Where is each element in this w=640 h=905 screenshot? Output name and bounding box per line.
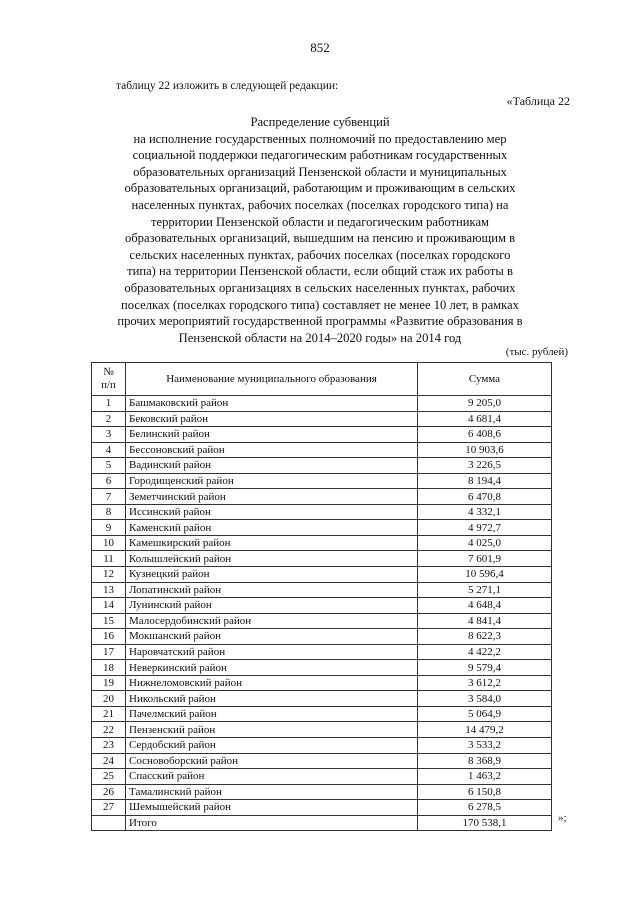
- cell-sum: 4 972,7: [418, 520, 552, 536]
- table-row: [92, 598, 552, 614]
- table-reference: «Таблица 22: [506, 94, 570, 108]
- cell-sum: 8 194,4: [418, 473, 552, 489]
- cell-name: Иссинский район: [126, 504, 418, 520]
- cell-sum: 8 622,3: [418, 629, 552, 645]
- cell-sum: 4 681,4: [418, 411, 552, 427]
- cell-name: Тамалинский район: [126, 784, 418, 800]
- cell-name: Вадинский район: [126, 458, 418, 474]
- cell-number: 22: [92, 722, 126, 738]
- cell-sum: 10 903,6: [418, 442, 552, 458]
- cell-number: 6: [92, 473, 126, 489]
- cell-number: 13: [92, 582, 126, 598]
- cell-number: 14: [92, 598, 126, 614]
- header-number-line2: п/п: [101, 379, 116, 391]
- heading-line: типа) на территории Пензенской области, если общий стаж их работы в: [127, 264, 513, 279]
- cell-number: 18: [92, 660, 126, 676]
- cell-number: 17: [92, 644, 126, 660]
- cell-name: Неверкинский район: [126, 660, 418, 676]
- cell-number: 23: [92, 738, 126, 754]
- table-row: [92, 535, 552, 551]
- table-row: [92, 691, 552, 707]
- cell-number: 24: [92, 753, 126, 769]
- cell-sum: 3 226,5: [418, 458, 552, 474]
- cell-number: 25: [92, 769, 126, 785]
- cell-number: 9: [92, 520, 126, 536]
- cell-name: Каменский район: [126, 520, 418, 536]
- heading-line: образовательных организаций, работающим и проживающим в сельских: [124, 181, 516, 196]
- cell-sum: 3 533,2: [418, 738, 552, 754]
- table-row: [92, 582, 552, 598]
- cell-number: 11: [92, 551, 126, 567]
- heading-line: социальной поддержки педагогическим работникам государственных: [132, 148, 508, 163]
- cell-name: Никольский район: [126, 691, 418, 707]
- table-row: [92, 660, 552, 676]
- cell-number: 7: [92, 489, 126, 505]
- cell-number: 21: [92, 706, 126, 722]
- heading-line: территории Пензенской области и педагогическим работникам: [150, 214, 489, 229]
- cell-sum: 7 601,9: [418, 551, 552, 567]
- table-row: [92, 738, 552, 754]
- heading-line: Пензенской области на 2014–2020 годы» на 2014 год: [178, 330, 462, 345]
- heading-line: образовательных организациях в сельских населенных пунктах, рабочих: [124, 280, 516, 295]
- cell-number: 3: [92, 427, 126, 443]
- cell-number: 16: [92, 629, 126, 645]
- closing-mark: »;: [558, 812, 567, 824]
- cell-name: Пачелмский район: [126, 706, 418, 722]
- cell-sum: 5 064,9: [418, 706, 552, 722]
- heading-line: на исполнение государственных полномочий по предоставлению мер: [133, 131, 507, 146]
- cell-sum: 6 408,6: [418, 427, 552, 443]
- cell-name: Кузнецкий район: [126, 567, 418, 583]
- cell-name: Сосновоборский район: [126, 753, 418, 769]
- cell-name: Бессоновский район: [126, 442, 418, 458]
- cell-name: Спасский район: [126, 769, 418, 785]
- table-row: [92, 675, 552, 691]
- cell-name: Лопатинский район: [126, 582, 418, 598]
- total-label: Итого: [126, 815, 418, 831]
- table-row: [92, 784, 552, 800]
- table-row: [92, 442, 552, 458]
- units-label: (тыс. рублей): [505, 346, 568, 358]
- table-row: [92, 396, 552, 412]
- cell-name: Мокшанский район: [126, 629, 418, 645]
- cell-sum: 4 648,4: [418, 598, 552, 614]
- heading-line: сельских населенных пунктах, рабочих поселках (поселках городского: [129, 247, 511, 262]
- table-row: [92, 489, 552, 505]
- cell-name: Городищенский район: [126, 473, 418, 489]
- cell-sum: 4 332,1: [418, 504, 552, 520]
- heading-line: прочих мероприятий государственной программы «Развитие образования в: [117, 314, 523, 329]
- table-row: [92, 504, 552, 520]
- table-row: [92, 551, 552, 567]
- cell-sum: 6 470,8: [418, 489, 552, 505]
- cell-name: Земетчинский район: [126, 489, 418, 505]
- cell-number: 20: [92, 691, 126, 707]
- table-row: [92, 520, 552, 536]
- cell-sum: 4 422,2: [418, 644, 552, 660]
- cell-number: 19: [92, 675, 126, 691]
- cell-sum: 5 271,1: [418, 582, 552, 598]
- heading-line: образовательных организаций, вышедшим на пенсию и проживающим в: [124, 231, 516, 246]
- table-header-row: [92, 363, 552, 396]
- cell-sum: 10 596,4: [418, 567, 552, 583]
- cell-number: 1: [92, 396, 126, 412]
- table-row: [92, 473, 552, 489]
- header-name: Наименование муниципального образования: [126, 363, 418, 396]
- cell-name: Башмаковский район: [126, 396, 418, 412]
- cell-number: 27: [92, 800, 126, 816]
- heading-line: поселках (поселках городского типа) составляет не менее 10 лет, в рамках: [121, 297, 519, 312]
- table-row: [92, 800, 552, 816]
- table-row: [92, 769, 552, 785]
- document-heading: [70, 114, 570, 346]
- cell-sum: 4 841,4: [418, 613, 552, 629]
- cell-name: Камешкирский район: [126, 535, 418, 551]
- cell-number: 26: [92, 784, 126, 800]
- cell-sum: 3 584,0: [418, 691, 552, 707]
- cell-name: Сердобский район: [126, 738, 418, 754]
- cell-sum: 9 579,4: [418, 660, 552, 676]
- heading-line: образовательных организаций Пензенской области и муниципальных: [133, 164, 507, 179]
- cell-number: 10: [92, 535, 126, 551]
- table-total-row: [92, 815, 552, 831]
- header-number: [92, 363, 126, 396]
- heading-line: населенных пунктах, рабочих поселках (поселках городского типа) на: [131, 197, 509, 212]
- page-number: 852: [310, 40, 330, 55]
- header-sum: Сумма: [418, 363, 552, 396]
- table-row: [92, 706, 552, 722]
- cell-name: Бековский район: [126, 411, 418, 427]
- intro-text: таблицу 22 изложить в следующей редакции:: [116, 80, 339, 92]
- cell-number: 5: [92, 458, 126, 474]
- table-row: [92, 567, 552, 583]
- cell-name: Пензенский район: [126, 722, 418, 738]
- cell-name: Шемышейский район: [126, 800, 418, 816]
- cell-number: 4: [92, 442, 126, 458]
- cell-number: 8: [92, 504, 126, 520]
- cell-sum: 6 150,8: [418, 784, 552, 800]
- table-row: [92, 753, 552, 769]
- heading-body: [70, 131, 570, 347]
- table-row: [92, 613, 552, 629]
- table-row: [92, 427, 552, 443]
- cell-number-empty: [92, 815, 126, 831]
- cell-sum: 3 612,2: [418, 675, 552, 691]
- cell-name: Малосердобинский район: [126, 613, 418, 629]
- distribution-table: [91, 362, 552, 831]
- cell-sum: 1 463,2: [418, 769, 552, 785]
- table-row: [92, 629, 552, 645]
- cell-sum: 9 205,0: [418, 396, 552, 412]
- table-row: [92, 722, 552, 738]
- cell-number: 12: [92, 567, 126, 583]
- table-body: [92, 396, 552, 831]
- cell-sum: 6 278,5: [418, 800, 552, 816]
- cell-sum: 14 479,2: [418, 722, 552, 738]
- heading-title: Распределение субвенций: [250, 115, 390, 129]
- cell-sum: 8 368,9: [418, 753, 552, 769]
- header-number-line1: №: [103, 366, 114, 378]
- cell-name: Белинский район: [126, 427, 418, 443]
- cell-name: Наровчатский район: [126, 644, 418, 660]
- table-row: [92, 458, 552, 474]
- cell-number: 15: [92, 613, 126, 629]
- cell-name: Колышлейский район: [126, 551, 418, 567]
- cell-sum: 4 025,0: [418, 535, 552, 551]
- table-row: [92, 644, 552, 660]
- cell-name: Нижнеломовский район: [126, 675, 418, 691]
- total-sum: 170 538,1: [418, 815, 552, 831]
- cell-name: Лунинский район: [126, 598, 418, 614]
- table-row: [92, 411, 552, 427]
- cell-number: 2: [92, 411, 126, 427]
